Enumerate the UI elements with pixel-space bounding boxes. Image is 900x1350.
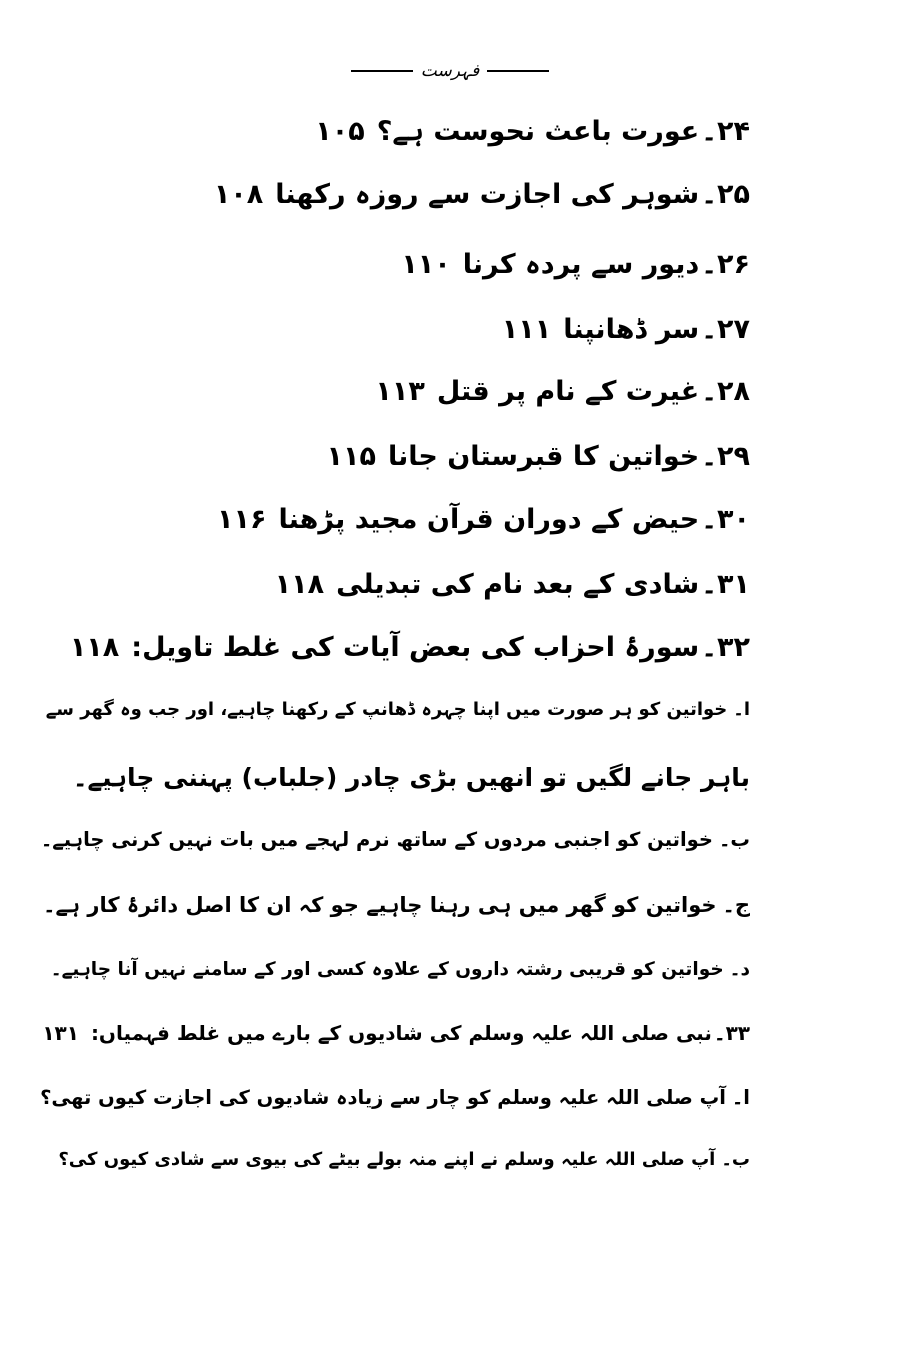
- toc-entry-25: [214, 175, 750, 215]
- toc-entry-24: [315, 112, 750, 152]
- entry-number: ۳۲۔: [701, 632, 750, 663]
- entry-title: نبی صلی اللہ علیہ وسلم کی شادیوں کے بارے میں غلط فہمیاں:: [90, 1021, 712, 1045]
- entry-page: ۱۰۵: [315, 116, 365, 147]
- entry-page: ۱۱۶: [217, 504, 267, 535]
- toc-entry-32: [70, 628, 750, 668]
- entry-page: ۱۱۸: [69, 632, 120, 663]
- entry-page: ۱۱۱: [501, 314, 552, 345]
- entry-number: ۲۵۔: [701, 179, 750, 210]
- header-rule-right: [487, 70, 549, 72]
- entry-number: ۳۰۔: [701, 504, 750, 535]
- entry-page: ۱۰۸: [213, 179, 264, 210]
- entry-number: ۲۶۔: [701, 249, 750, 280]
- entry-page: ۱۳۱: [42, 1021, 79, 1045]
- entry-number: ۳۳۔: [713, 1021, 750, 1045]
- section33-item-b: [58, 1140, 750, 1180]
- entry-page: ۱۱۰: [401, 249, 451, 280]
- entry-number: ۲۸۔: [701, 376, 750, 407]
- section32-item-a-line2: [73, 758, 750, 798]
- toc-entry-27: [502, 310, 750, 350]
- item-text: خواتین کو قریبی رشتہ داروں کے علاوہ کسی اور کے سامنے نہیں آنا چاہیے۔: [50, 959, 724, 980]
- section32-item-b: [41, 820, 750, 860]
- item-text: آپ صلی اللہ علیہ وسلم نے اپنے منہ بولے بیٹے کی بیوی سے شادی کیوں کی؟: [58, 1149, 716, 1170]
- item-letter: ا۔: [733, 699, 750, 720]
- item-letter: ب۔: [718, 828, 750, 851]
- entry-page: ۱۱۸: [274, 569, 325, 600]
- toc-entry-33: [42, 1013, 750, 1053]
- page-header: [0, 60, 900, 81]
- toc-entry-31: [275, 565, 750, 605]
- entry-number: ۲۷۔: [701, 314, 750, 345]
- toc-entry-29: [326, 437, 750, 477]
- entry-page: ۱۱۳: [375, 376, 425, 407]
- entry-title: شوہر کی اجازت سے روزہ رکھنا: [275, 179, 700, 210]
- section32-item-a-line1: [46, 690, 750, 730]
- section32-item-d: [51, 950, 750, 990]
- item-text: باہر جانے لگیں تو انھیں بڑی چادر (جلباب) پہننی چاہیے۔: [72, 763, 750, 792]
- item-text: آپ صلی اللہ علیہ وسلم کو چار سے زیادہ شادیوں کی اجازت کیوں تھی؟: [40, 1086, 726, 1109]
- entry-number: ۲۹۔: [701, 441, 750, 472]
- entry-title: غیرت کے نام پر قتل: [436, 376, 700, 407]
- entry-title: دیور سے پردہ کرنا: [462, 249, 700, 280]
- entry-title: خواتین کا قبرستان جانا: [387, 441, 700, 472]
- section33-item-a: [40, 1078, 750, 1118]
- page-title: فہرست: [420, 61, 480, 81]
- entry-title: سورۂ احزاب کی بعض آیات کی غلط تاویل:: [131, 632, 700, 663]
- item-text: خواتین کو اجنبی مردوں کے ساتھ نرم لہجے میں بات نہیں کرنی چاہیے۔: [40, 828, 713, 851]
- item-letter: ا۔: [731, 1086, 750, 1109]
- item-text: خواتین کو ہر صورت میں اپنا چہرہ ڈھانپ کے رکھنا چاہیے، اور جب وہ گھر سے: [45, 699, 728, 720]
- entry-page: ۱۱۵: [326, 441, 376, 472]
- toc-entry-26: [401, 245, 750, 285]
- item-letter: د۔: [729, 959, 750, 980]
- entry-number: ۲۴۔: [701, 116, 750, 147]
- section32-item-c: [43, 885, 750, 925]
- entry-number: ۳۱۔: [701, 569, 750, 600]
- entry-title: سر ڈھانپنا: [563, 314, 700, 345]
- toc-entry-28: [375, 372, 750, 412]
- header-rule-left: [351, 70, 413, 72]
- item-letter: ب۔: [721, 1149, 750, 1170]
- entry-title: حیض کے دوران قرآن مجید پڑھنا: [278, 504, 700, 535]
- toc-entry-30: [217, 500, 750, 540]
- entry-title: عورت باعث نحوست ہے؟: [376, 116, 700, 147]
- entry-title: شادی کے بعد نام کی تبدیلی: [336, 569, 700, 600]
- item-letter: ج۔: [722, 893, 750, 917]
- item-text: خواتین کو گھر میں ہی رہنا چاہیے جو کہ ان کا اصل دائرۂ کار ہے۔: [43, 893, 717, 917]
